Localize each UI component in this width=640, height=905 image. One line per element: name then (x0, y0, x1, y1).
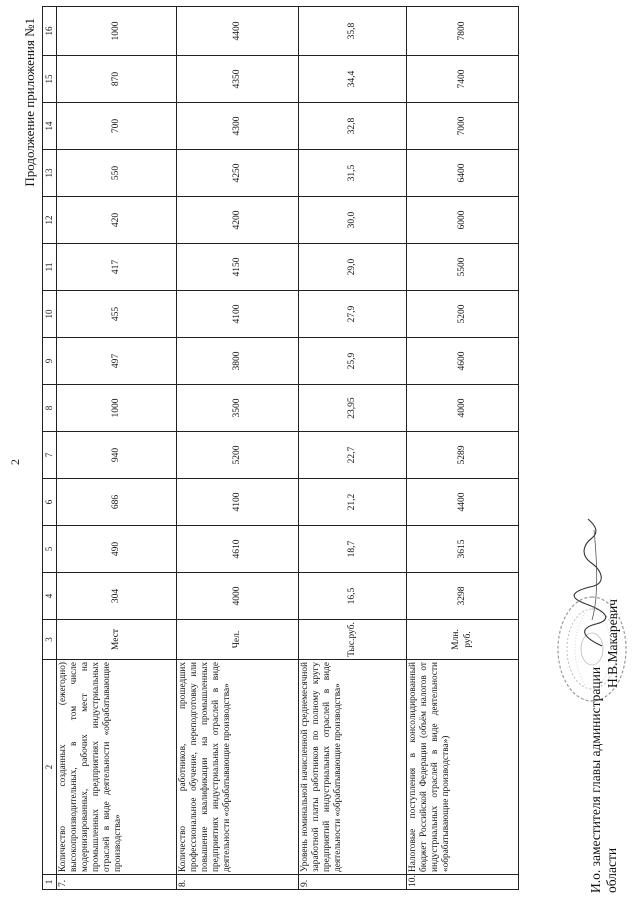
row-number: 9. (299, 875, 407, 890)
value-cell: 5500 (407, 244, 519, 291)
value-cell: 4600 (407, 338, 519, 385)
value-cell: 5200 (407, 291, 519, 338)
value-cell: 7000 (407, 103, 519, 150)
value-cell: 4000 (177, 573, 299, 620)
value-cell: 870 (57, 56, 177, 103)
unit-cell: Тыс.руб. (299, 620, 407, 660)
indicator-name: Уровень номинальной начисленной среднемесячной заработной платы работников по полному кругу предприятий индустриальных отраслей в виде деятельности «обрабатывающие производства» (299, 660, 407, 875)
value-cell: 30,0 (299, 197, 407, 244)
value-cell: 3298 (407, 573, 519, 620)
value-cell: 4610 (177, 526, 299, 573)
signer-name: Н.В.Макаревич (605, 599, 620, 688)
value-cell: 1000 (57, 7, 177, 56)
row-number: 8. (177, 875, 299, 890)
value-cell: 4000 (407, 385, 519, 432)
value-cell: 4200 (177, 197, 299, 244)
value-cell: 490 (57, 526, 177, 573)
column-header: 3 (43, 620, 57, 660)
indicator-name: Налоговые поступления в консолидированный бюджет Российской Федерации (объём налогов от индустриальных отраслей в виде деятельности «обрабатывающие производства») (407, 660, 519, 875)
value-cell: 4150 (177, 244, 299, 291)
signer-position-cont: области (604, 847, 620, 893)
header-row (43, 7, 57, 890)
column-header: 15 (43, 56, 57, 103)
value-cell: 18,7 (299, 526, 407, 573)
signature-block (588, 373, 620, 893)
column-header: 4 (43, 573, 57, 620)
value-cell: 455 (57, 291, 177, 338)
unit-cell: Млн. руб. (407, 620, 519, 660)
column-header: 11 (43, 244, 57, 291)
value-cell: 4250 (177, 150, 299, 197)
value-cell: 35,8 (299, 7, 407, 56)
value-cell: 4350 (177, 56, 299, 103)
value-cell: 5289 (407, 432, 519, 479)
column-header: 12 (43, 197, 57, 244)
unit-cell: Чел. (177, 620, 299, 660)
value-cell: 550 (57, 150, 177, 197)
value-cell: 7800 (407, 7, 519, 56)
row-number: 7. (57, 875, 177, 890)
value-cell: 940 (57, 432, 177, 479)
continuation-label: Продолжение приложения №1 (22, 18, 37, 187)
value-cell: 686 (57, 479, 177, 526)
value-cell: 4100 (177, 479, 299, 526)
value-cell: 29,0 (299, 244, 407, 291)
column-header: 5 (43, 526, 57, 573)
value-cell: 3800 (177, 338, 299, 385)
value-cell: 31,5 (299, 150, 407, 197)
table-row (57, 7, 177, 890)
value-cell: 7400 (407, 56, 519, 103)
column-header: 13 (43, 150, 57, 197)
value-cell: 16,5 (299, 573, 407, 620)
indicators-table (42, 6, 519, 890)
column-header: 6 (43, 479, 57, 526)
value-cell: 4400 (407, 479, 519, 526)
value-cell: 23,95 (299, 385, 407, 432)
value-cell: 3500 (177, 385, 299, 432)
unit-cell: Мест (57, 620, 177, 660)
value-cell: 497 (57, 338, 177, 385)
column-header: 14 (43, 103, 57, 150)
table-row (177, 7, 299, 890)
value-cell: 27,9 (299, 291, 407, 338)
value-cell: 34,4 (299, 56, 407, 103)
signer-position: И.о. заместителя главы администрации (588, 666, 603, 893)
row-number: 10. (407, 875, 519, 890)
value-cell: 3615 (407, 526, 519, 573)
column-header: 16 (43, 7, 57, 56)
value-cell: 420 (57, 197, 177, 244)
page-number: 2 (8, 459, 22, 465)
value-cell: 32,8 (299, 103, 407, 150)
value-cell: 6000 (407, 197, 519, 244)
column-header: 2 (43, 660, 57, 875)
value-cell: 22,7 (299, 432, 407, 479)
value-cell: 6400 (407, 150, 519, 197)
column-header: 8 (43, 385, 57, 432)
value-cell: 4100 (177, 291, 299, 338)
value-cell: 417 (57, 244, 177, 291)
value-cell: 21,2 (299, 479, 407, 526)
column-header: 1 (43, 875, 57, 890)
column-header: 10 (43, 291, 57, 338)
value-cell: 304 (57, 573, 177, 620)
value-cell: 5200 (177, 432, 299, 479)
column-header: 7 (43, 432, 57, 479)
table-row (407, 7, 519, 890)
value-cell: 1000 (57, 385, 177, 432)
value-cell: 25,9 (299, 338, 407, 385)
value-cell: 700 (57, 103, 177, 150)
value-cell: 4400 (177, 7, 299, 56)
indicator-name: Количество работников, прошедших профессиональное обучение, переподготовку или повышение квалификации на промышленных предприятиях индустриальных отраслей в виде деятельности «обрабатывающие производства» (177, 660, 299, 875)
column-header: 9 (43, 338, 57, 385)
indicator-name: Количество созданных (ежегодно) высокопроизводительных, в том числе модернизированных, рабочих мест на промышленных предприятиях индустриальных отраслей в виде деятельности «обрабатывающие производства» (57, 660, 177, 875)
value-cell: 4300 (177, 103, 299, 150)
table-row (299, 7, 407, 890)
